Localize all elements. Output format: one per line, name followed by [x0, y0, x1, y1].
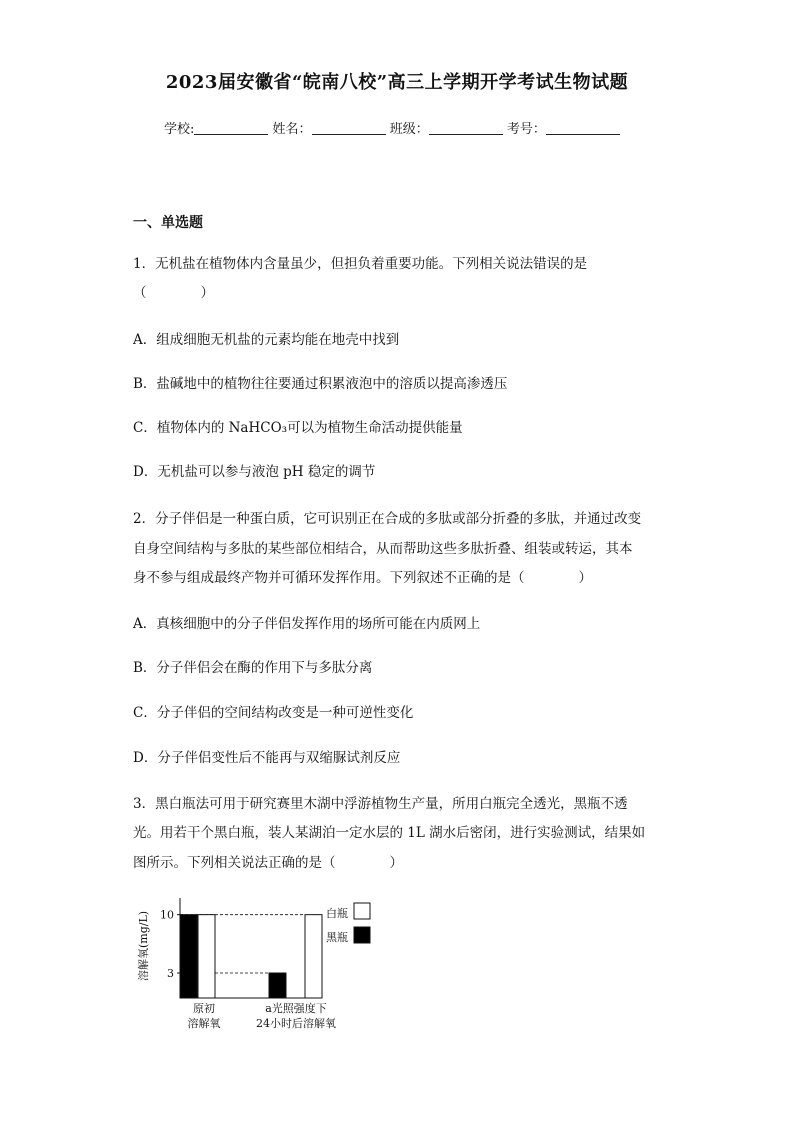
student-info-line	[164, 118, 620, 137]
y-tick-labels	[160, 909, 180, 980]
y-tick-label-3: 3	[167, 967, 174, 980]
legend-swatch-1	[354, 903, 370, 919]
x-category-label-1-line-2: 溶解氧	[187, 1017, 221, 1030]
name-blank[interactable]	[312, 121, 386, 135]
question-2-stem-line-1: 2．分子伴侣是一种蛋白质，它可识别正在合成的多肽或部分折叠的多肽，并通过改变	[133, 511, 642, 527]
question-1-option-d: D．无机盐可以参与液泡 pH 稳定的调节	[133, 464, 376, 480]
class-blank[interactable]	[429, 121, 503, 135]
y-tick-label-10: 10	[160, 908, 174, 922]
x-category-label-1-line-1: 原初	[193, 1002, 215, 1015]
dissolved-oxygen-chart	[136, 890, 396, 1040]
name-label: 姓名：	[272, 122, 312, 137]
black-bottle-bar-1	[180, 915, 197, 998]
question-3-stem-line-3: 图所示。下列相关说法正确的是（ ）	[133, 855, 403, 871]
white-bottle-bar-1	[198, 915, 215, 998]
question-2-stem-line-3: 身不参与组成最终产物并可循环发挥作用。下列叙述不正确的是（ ）	[133, 570, 592, 586]
school-label: 学校:	[164, 122, 195, 137]
question-1-option-c: C．植物体内的 NaHCO₃可以为植物生命活动提供能量	[133, 420, 463, 436]
question-2-stem-line-2: 自身空间结构与多肽的某些部位相结合，从而帮助这些多肽折叠、组装或转运，其本	[133, 541, 633, 557]
question-1-option-a: A．组成细胞无机盐的元素均能在地壳中找到	[133, 332, 400, 348]
x-category-label-2-line-1: a光照强度下	[265, 1002, 327, 1015]
white-bottle-bar-2	[305, 915, 322, 998]
exam-no-blank[interactable]	[546, 121, 620, 135]
x-category-labels	[188, 1001, 337, 1030]
question-3-stem-line-1: 3．黑白瓶法可用于研究赛里木湖中浮游植物生产量，所用白瓶完全透光，黑瓶不透	[133, 796, 628, 812]
school-blank[interactable]	[194, 121, 268, 135]
question-3-stem-line-2: 光。用若干个黑白瓶，装人某湖泊一定水层的 1L 湖水后密闭，进行实验测试，结果如	[133, 825, 646, 841]
question-2-option-d: D．分子伴侣变性后不能再与双缩脲试剂反应	[133, 750, 401, 766]
question-2-option-c: C．分子伴侣的空间结构改变是一种可逆性变化	[133, 705, 414, 721]
question-1-option-b: B．盐碱地中的植物往往要通过积累液泡中的溶质以提高渗透压	[133, 376, 508, 392]
legend-swatch-2	[354, 927, 370, 943]
question-2-option-b: B．分子伴侣会在酶的作用下与多肽分离	[133, 660, 373, 676]
chart-bars	[180, 915, 322, 998]
question-1-stem-line-1: 1．无机盐在植物体内含量虽少，但担负着重要功能。下列相关说法错误的是	[133, 256, 588, 272]
black-bottle-bar-2	[269, 973, 286, 998]
question-1-stem-line-2: （ ）	[133, 285, 214, 301]
section-title: 一、单选题	[133, 215, 203, 231]
chart-legend	[326, 903, 370, 944]
y-axis-label: 溶解氧(mg/L)	[137, 910, 150, 982]
exam-no-label: 考号：	[506, 122, 546, 137]
page-title: 2023届安徽省“皖南八校”高三上学期开学考试生物试题	[165, 72, 629, 93]
question-2-option-a: A．真核细胞中的分子伴侣发挥作用的场所可能在内质网上	[133, 616, 481, 632]
x-category-label-2-line-2: 24小时后溶解氧	[256, 1017, 336, 1030]
legend-label-1: 白瓶	[326, 907, 348, 920]
class-label: 班级：	[389, 122, 429, 137]
legend-label-2: 黑瓶	[326, 931, 348, 944]
